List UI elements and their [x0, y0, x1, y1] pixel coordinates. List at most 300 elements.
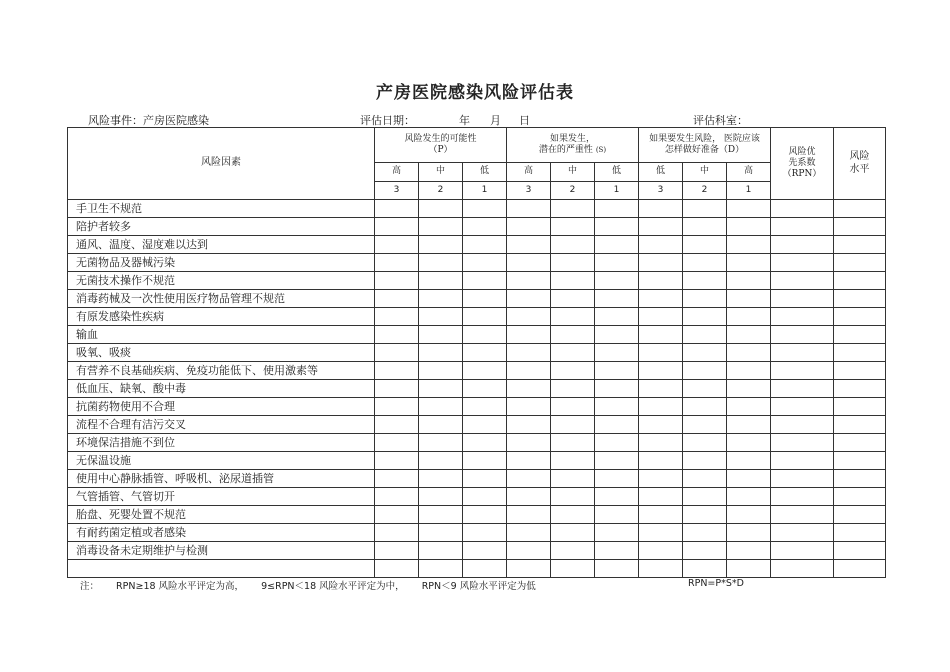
- score-cell[interactable]: [375, 236, 419, 254]
- score-cell[interactable]: [727, 380, 771, 398]
- score-cell[interactable]: [727, 470, 771, 488]
- score-cell[interactable]: [834, 362, 886, 380]
- severity-header-text: 潜在的严重性: [538, 145, 593, 155]
- level-subheader: 中: [419, 163, 463, 182]
- score-cell[interactable]: [639, 542, 683, 560]
- level-subheader: 高: [507, 163, 551, 182]
- score-value: 3: [639, 182, 683, 200]
- score-cell[interactable]: [683, 380, 727, 398]
- score-cell[interactable]: [771, 560, 834, 578]
- score-cell[interactable]: [507, 308, 551, 326]
- score-cell[interactable]: [375, 362, 419, 380]
- score-cell[interactable]: [507, 416, 551, 434]
- score-cell[interactable]: [463, 416, 507, 434]
- score-cell[interactable]: [834, 380, 886, 398]
- score-cell[interactable]: [683, 344, 727, 362]
- score-cell[interactable]: [507, 560, 551, 578]
- score-cell[interactable]: [595, 290, 639, 308]
- score-cell[interactable]: [463, 380, 507, 398]
- score-cell[interactable]: [834, 470, 886, 488]
- table-row: [68, 488, 886, 506]
- score-cell[interactable]: [595, 452, 639, 470]
- score-cell[interactable]: [551, 236, 595, 254]
- score-cell[interactable]: [551, 200, 595, 218]
- preparedness-header: [639, 128, 771, 163]
- score-cell[interactable]: [683, 254, 727, 272]
- score-cell[interactable]: [727, 434, 771, 452]
- score-cell[interactable]: [551, 560, 595, 578]
- score-cell[interactable]: [551, 470, 595, 488]
- score-cell[interactable]: [551, 506, 595, 524]
- risk-factor: 环境保洁措施不到位: [68, 434, 375, 452]
- score-cell[interactable]: [771, 326, 834, 344]
- table-row: [68, 272, 886, 290]
- score-cell[interactable]: [375, 218, 419, 236]
- table-row: [68, 344, 886, 362]
- score-cell[interactable]: [683, 398, 727, 416]
- score-cell[interactable]: [595, 398, 639, 416]
- score-cell[interactable]: [834, 452, 886, 470]
- score-cell[interactable]: [639, 380, 683, 398]
- score-cell[interactable]: [639, 488, 683, 506]
- score-cell[interactable]: [834, 344, 886, 362]
- table-row: [68, 308, 886, 326]
- footnote-prefix: 注：: [80, 581, 100, 592]
- score-cell[interactable]: [375, 470, 419, 488]
- score-cell[interactable]: [507, 434, 551, 452]
- score-cell[interactable]: [463, 362, 507, 380]
- risk-factor: [68, 560, 375, 578]
- score-cell[interactable]: [419, 488, 463, 506]
- score-cell[interactable]: [463, 272, 507, 290]
- score-cell[interactable]: [639, 254, 683, 272]
- score-cell[interactable]: [463, 434, 507, 452]
- score-cell[interactable]: [551, 380, 595, 398]
- score-cell[interactable]: [727, 200, 771, 218]
- score-value: 2: [551, 182, 595, 200]
- score-cell[interactable]: [595, 560, 639, 578]
- score-cell[interactable]: [419, 344, 463, 362]
- score-cell[interactable]: [595, 326, 639, 344]
- score-cell[interactable]: [419, 560, 463, 578]
- score-cell[interactable]: [683, 452, 727, 470]
- score-cell[interactable]: [771, 254, 834, 272]
- score-cell[interactable]: [834, 290, 886, 308]
- score-cell[interactable]: [595, 254, 639, 272]
- footnote-low: RPN＜9 风险水平评定为低: [421, 581, 536, 592]
- preparedness-header-l2: 怎样做好准备（D）: [664, 145, 745, 155]
- table-row: [68, 218, 886, 236]
- score-cell[interactable]: [639, 506, 683, 524]
- score-cell[interactable]: [463, 560, 507, 578]
- score-cell[interactable]: [463, 308, 507, 326]
- risk-factor: 无菌技术操作不规范: [68, 272, 375, 290]
- score-cell[interactable]: [463, 542, 507, 560]
- score-cell[interactable]: [771, 218, 834, 236]
- level-subheader: 高: [727, 163, 771, 182]
- score-cell[interactable]: [463, 218, 507, 236]
- score-cell[interactable]: [639, 272, 683, 290]
- table-row: [68, 434, 886, 452]
- score-cell[interactable]: [834, 524, 886, 542]
- score-cell[interactable]: [507, 542, 551, 560]
- score-cell[interactable]: [463, 326, 507, 344]
- score-cell[interactable]: [771, 524, 834, 542]
- level-subheader: 中: [683, 163, 727, 182]
- risk-factor: 输血: [68, 326, 375, 344]
- possibility-header-l2: （P）: [428, 145, 453, 155]
- score-cell[interactable]: [727, 326, 771, 344]
- preparedness-header-l1: 如果要发生风险， 医院应该: [649, 133, 760, 144]
- level-header: [834, 128, 886, 200]
- score-cell[interactable]: [639, 344, 683, 362]
- score-cell[interactable]: [551, 434, 595, 452]
- table-row: [68, 470, 886, 488]
- score-cell[interactable]: [419, 416, 463, 434]
- score-cell[interactable]: [375, 254, 419, 272]
- score-cell[interactable]: [419, 452, 463, 470]
- score-cell[interactable]: [834, 560, 886, 578]
- score-cell[interactable]: [727, 272, 771, 290]
- score-cell[interactable]: [551, 344, 595, 362]
- score-cell[interactable]: [595, 542, 639, 560]
- score-cell[interactable]: [551, 254, 595, 272]
- score-cell[interactable]: [727, 218, 771, 236]
- score-cell[interactable]: [463, 200, 507, 218]
- rpn-formula: RPN=P*S*D: [688, 578, 744, 589]
- rpn-header-l3: （RPN）: [782, 169, 822, 180]
- header-row-1: [68, 128, 886, 163]
- month-label: 月: [490, 114, 501, 127]
- score-cell[interactable]: [375, 398, 419, 416]
- score-cell[interactable]: [507, 290, 551, 308]
- level-header-l1: 风险: [849, 151, 870, 162]
- score-cell[interactable]: [507, 524, 551, 542]
- score-cell[interactable]: [639, 290, 683, 308]
- score-cell[interactable]: [463, 398, 507, 416]
- score-cell[interactable]: [595, 416, 639, 434]
- score-cell[interactable]: [595, 218, 639, 236]
- score-cell[interactable]: [771, 452, 834, 470]
- risk-factor: 无保温设施: [68, 452, 375, 470]
- score-cell[interactable]: [727, 254, 771, 272]
- score-cell[interactable]: [551, 542, 595, 560]
- score-cell[interactable]: [639, 398, 683, 416]
- score-cell[interactable]: [551, 524, 595, 542]
- score-cell[interactable]: [639, 218, 683, 236]
- score-cell[interactable]: [727, 362, 771, 380]
- score-cell[interactable]: [375, 326, 419, 344]
- score-cell[interactable]: [375, 344, 419, 362]
- score-cell[interactable]: [639, 470, 683, 488]
- score-cell[interactable]: [463, 488, 507, 506]
- score-cell[interactable]: [771, 380, 834, 398]
- score-cell[interactable]: [551, 488, 595, 506]
- risk-event: 风险事件：产房医院感染: [88, 114, 209, 127]
- rpn-header-l1: 风险优: [788, 146, 816, 157]
- score-cell[interactable]: [419, 290, 463, 308]
- score-cell[interactable]: [834, 200, 886, 218]
- score-cell[interactable]: [771, 488, 834, 506]
- score-cell[interactable]: [419, 398, 463, 416]
- score-cell[interactable]: [771, 434, 834, 452]
- score-cell[interactable]: [463, 506, 507, 524]
- score-cell[interactable]: [595, 200, 639, 218]
- score-cell[interactable]: [507, 380, 551, 398]
- score-cell[interactable]: [595, 488, 639, 506]
- score-cell[interactable]: [507, 236, 551, 254]
- score-cell[interactable]: [834, 308, 886, 326]
- score-cell[interactable]: [507, 254, 551, 272]
- score-cell[interactable]: [639, 326, 683, 344]
- score-value: 3: [507, 182, 551, 200]
- score-cell[interactable]: [375, 434, 419, 452]
- score-cell[interactable]: [551, 272, 595, 290]
- score-cell[interactable]: [375, 452, 419, 470]
- factor-header: 风险因素: [68, 128, 375, 200]
- score-cell[interactable]: [834, 542, 886, 560]
- page-title: 产房医院感染风险评估表: [376, 83, 574, 103]
- score-cell[interactable]: [639, 200, 683, 218]
- severity-header-l1: 如果发生，: [549, 133, 595, 144]
- score-cell[interactable]: [834, 272, 886, 290]
- score-cell[interactable]: [551, 398, 595, 416]
- score-cell[interactable]: [727, 524, 771, 542]
- score-cell[interactable]: [727, 344, 771, 362]
- risk-factor: 有原发感染性疾病: [68, 308, 375, 326]
- score-cell[interactable]: [639, 560, 683, 578]
- score-cell[interactable]: [463, 254, 507, 272]
- score-cell[interactable]: [419, 254, 463, 272]
- score-cell[interactable]: [375, 308, 419, 326]
- score-cell[interactable]: [507, 344, 551, 362]
- score-cell[interactable]: [419, 470, 463, 488]
- score-cell[interactable]: [834, 326, 886, 344]
- score-cell[interactable]: [683, 326, 727, 344]
- score-cell[interactable]: [683, 308, 727, 326]
- score-cell[interactable]: [639, 524, 683, 542]
- score-cell[interactable]: [375, 542, 419, 560]
- score-cell[interactable]: [834, 434, 886, 452]
- score-cell[interactable]: [595, 362, 639, 380]
- score-cell[interactable]: [463, 524, 507, 542]
- score-cell[interactable]: [551, 290, 595, 308]
- score-cell[interactable]: [834, 398, 886, 416]
- score-cell[interactable]: [771, 542, 834, 560]
- score-cell[interactable]: [375, 524, 419, 542]
- score-cell[interactable]: [595, 236, 639, 254]
- score-cell[interactable]: [683, 200, 727, 218]
- score-cell[interactable]: [551, 362, 595, 380]
- level-header-l2: 水平: [849, 163, 870, 175]
- score-cell[interactable]: [639, 362, 683, 380]
- risk-factor: 陪护者较多: [68, 218, 375, 236]
- score-cell[interactable]: [771, 272, 834, 290]
- score-cell[interactable]: [727, 506, 771, 524]
- score-cell[interactable]: [595, 434, 639, 452]
- score-cell[interactable]: [771, 308, 834, 326]
- risk-factor: 有耐药菌定植或者感染: [68, 524, 375, 542]
- possibility-header-l1: 风险发生的可能性: [404, 133, 477, 144]
- score-cell[interactable]: [551, 416, 595, 434]
- table-row: [68, 560, 886, 578]
- score-cell[interactable]: [551, 326, 595, 344]
- table-row: [68, 380, 886, 398]
- score-cell[interactable]: [727, 290, 771, 308]
- score-cell[interactable]: [683, 362, 727, 380]
- score-cell[interactable]: [834, 254, 886, 272]
- risk-factor: 流程不合理有洁污交叉: [68, 416, 375, 434]
- table-row: [68, 506, 886, 524]
- score-cell[interactable]: [639, 452, 683, 470]
- score-cell[interactable]: [551, 218, 595, 236]
- score-value: 2: [683, 182, 727, 200]
- score-cell[interactable]: [595, 506, 639, 524]
- score-cell[interactable]: [595, 380, 639, 398]
- score-cell[interactable]: [771, 470, 834, 488]
- score-cell[interactable]: [727, 488, 771, 506]
- score-cell[interactable]: [771, 200, 834, 218]
- score-cell[interactable]: [595, 272, 639, 290]
- score-cell[interactable]: [683, 236, 727, 254]
- score-cell[interactable]: [507, 218, 551, 236]
- risk-factor: 低血压、缺氧、酸中毒: [68, 380, 375, 398]
- risk-factor: 气管插管、气管切开: [68, 488, 375, 506]
- table-row: [68, 362, 886, 380]
- score-cell[interactable]: [727, 398, 771, 416]
- score-cell[interactable]: [463, 236, 507, 254]
- score-cell[interactable]: [419, 506, 463, 524]
- score-cell[interactable]: [419, 326, 463, 344]
- score-cell[interactable]: [727, 308, 771, 326]
- score-cell[interactable]: [834, 416, 886, 434]
- score-cell[interactable]: [683, 218, 727, 236]
- score-cell[interactable]: [375, 200, 419, 218]
- score-cell[interactable]: [551, 308, 595, 326]
- score-cell[interactable]: [639, 236, 683, 254]
- score-cell[interactable]: [771, 236, 834, 254]
- score-cell[interactable]: [375, 380, 419, 398]
- score-cell[interactable]: [683, 560, 727, 578]
- level-subheader: 低: [595, 163, 639, 182]
- score-cell[interactable]: [463, 470, 507, 488]
- score-cell[interactable]: [683, 290, 727, 308]
- score-cell[interactable]: [683, 524, 727, 542]
- risk-assessment-table: [67, 127, 886, 578]
- score-cell[interactable]: [463, 290, 507, 308]
- score-cell[interactable]: [507, 470, 551, 488]
- table-row: [68, 452, 886, 470]
- score-cell[interactable]: [834, 488, 886, 506]
- score-cell[interactable]: [771, 506, 834, 524]
- score-cell[interactable]: [595, 344, 639, 362]
- score-cell[interactable]: [419, 380, 463, 398]
- score-cell[interactable]: [375, 416, 419, 434]
- score-cell[interactable]: [639, 416, 683, 434]
- score-cell[interactable]: [771, 290, 834, 308]
- possibility-header: [375, 128, 507, 163]
- table-row: [68, 416, 886, 434]
- score-cell[interactable]: [419, 236, 463, 254]
- score-cell[interactable]: [375, 506, 419, 524]
- score-value: 1: [727, 182, 771, 200]
- severity-header: [507, 128, 639, 163]
- score-cell[interactable]: [507, 200, 551, 218]
- score-cell[interactable]: [463, 344, 507, 362]
- score-cell[interactable]: [375, 488, 419, 506]
- score-cell[interactable]: [771, 362, 834, 380]
- score-cell[interactable]: [507, 326, 551, 344]
- score-cell[interactable]: [419, 200, 463, 218]
- score-cell[interactable]: [834, 236, 886, 254]
- score-cell[interactable]: [727, 452, 771, 470]
- risk-factor: 胎盘、死婴处置不规范: [68, 506, 375, 524]
- score-cell[interactable]: [727, 416, 771, 434]
- score-cell[interactable]: [595, 470, 639, 488]
- level-subheader: 低: [463, 163, 507, 182]
- score-cell[interactable]: [375, 560, 419, 578]
- score-cell[interactable]: [419, 218, 463, 236]
- score-cell[interactable]: [683, 488, 727, 506]
- score-cell[interactable]: [727, 560, 771, 578]
- score-cell[interactable]: [419, 272, 463, 290]
- score-cell[interactable]: [507, 362, 551, 380]
- score-cell[interactable]: [375, 290, 419, 308]
- score-cell[interactable]: [419, 542, 463, 560]
- score-cell[interactable]: [419, 308, 463, 326]
- score-cell[interactable]: [683, 434, 727, 452]
- score-cell[interactable]: [507, 452, 551, 470]
- score-cell[interactable]: [727, 542, 771, 560]
- score-cell[interactable]: [639, 434, 683, 452]
- score-cell[interactable]: [683, 542, 727, 560]
- table-row: [68, 524, 886, 542]
- severity-header-l2: [507, 145, 638, 156]
- score-cell[interactable]: [419, 524, 463, 542]
- rpn-header-l2: 先系数: [788, 157, 816, 168]
- table-row: [68, 542, 886, 560]
- severity-symbol: (S): [595, 146, 607, 154]
- risk-factor: 吸氧、吸痰: [68, 344, 375, 362]
- score-cell[interactable]: [683, 416, 727, 434]
- score-cell[interactable]: [595, 524, 639, 542]
- score-cell[interactable]: [507, 272, 551, 290]
- risk-factor: 使用中心静脉插管、呼吸机、泌尿道插管: [68, 470, 375, 488]
- score-cell[interactable]: [683, 506, 727, 524]
- score-cell[interactable]: [834, 218, 886, 236]
- score-cell[interactable]: [771, 398, 834, 416]
- score-cell[interactable]: [771, 416, 834, 434]
- score-cell[interactable]: [727, 236, 771, 254]
- score-cell[interactable]: [375, 272, 419, 290]
- score-cell[interactable]: [507, 398, 551, 416]
- score-cell[interactable]: [419, 434, 463, 452]
- assessment-dept-label: 评估科室：: [693, 114, 748, 127]
- table-row: [68, 236, 886, 254]
- score-cell[interactable]: [683, 470, 727, 488]
- score-cell[interactable]: [551, 452, 595, 470]
- score-cell[interactable]: [683, 272, 727, 290]
- table-row: [68, 326, 886, 344]
- score-cell[interactable]: [507, 506, 551, 524]
- score-cell[interactable]: [834, 506, 886, 524]
- score-cell[interactable]: [463, 452, 507, 470]
- score-cell[interactable]: [639, 308, 683, 326]
- score-cell[interactable]: [771, 344, 834, 362]
- score-cell[interactable]: [595, 308, 639, 326]
- score-cell[interactable]: [419, 362, 463, 380]
- score-cell[interactable]: [507, 488, 551, 506]
